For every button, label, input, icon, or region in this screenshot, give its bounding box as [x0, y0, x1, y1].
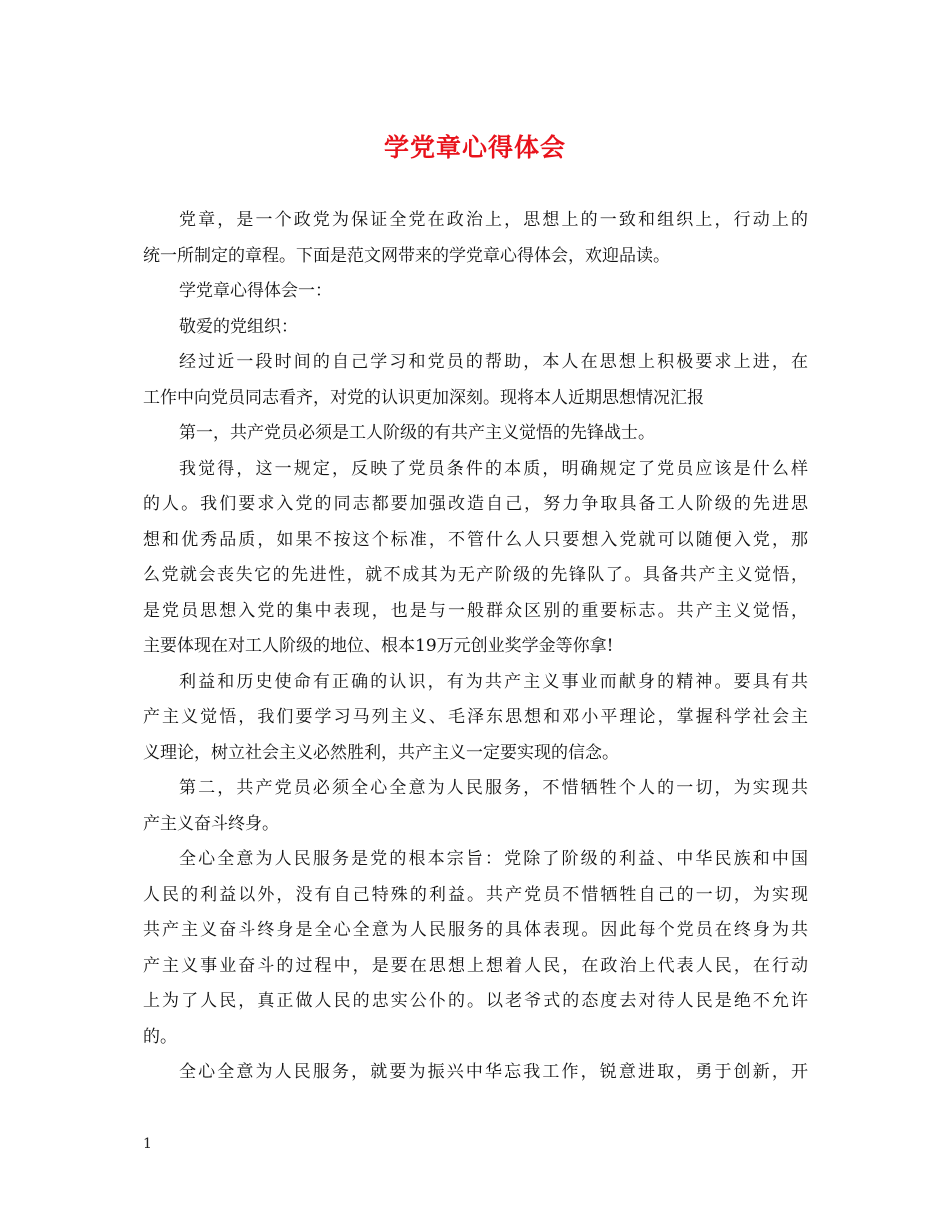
text-line: 第一，共产党员必须是工人阶级的有共产主义觉悟的先锋战士。	[179, 423, 655, 443]
text-line: 的。	[143, 1026, 177, 1047]
text-line: 主要体现在对工人阶级的地位、根本19万元创业奖学金等你拿!	[143, 636, 614, 656]
text-line: 产主义奋斗终身。	[143, 813, 279, 834]
text-line: 利益和历史使命有正确的认识，有为共产主义事业而献身的精神。要具有共	[179, 671, 808, 692]
text-line: 想和优秀品质，如果不按这个标准，不管什么人只要想入党就可以随便入党，那	[143, 529, 808, 550]
text-line: 的人。我们要求入党的同志都要加强改造自己，努力争取具备工人阶级的先进思	[143, 494, 808, 514]
text-line: 义理论，树立社会主义必然胜利，共产主义一定要实现的信念。	[143, 742, 619, 763]
text-line: 统一所制定的章程。下面是范文网带来的学党章心得体会，欢迎品读。	[143, 245, 670, 266]
text-line: 人民的利益以外，没有自己特殊的利益。共产党员不惜牺牲自己的一切，为实现	[143, 884, 808, 905]
page-number: 1	[143, 1136, 152, 1152]
text-line: 学党章心得体会一：	[179, 281, 332, 301]
text-line: 党章，是一个政党为保证全党在政治上，思想上的一致和组织上，行动上的	[179, 210, 808, 230]
text-line: 是党员思想入党的集中表现，也是与一般群众区别的重要标志。共产主义觉悟，	[143, 600, 808, 621]
text-line: 敬爱的党组织：	[179, 316, 298, 337]
text-line: 产主义事业奋斗的过程中，是要在思想上想着人民，在政治上代表人民，在行动	[143, 955, 808, 976]
text-line: 工作中向党员同志看齐，对党的认识更加深刻。现将本人近期思想情况汇报	[143, 387, 704, 408]
text-line: 共产主义奋斗终身是全心全意为人民服务的具体表现。因此每个党员在终身为共	[143, 920, 808, 940]
text-line: 么党就会丧失它的先进性，就不成其为无产阶级的先锋队了。具备共产主义觉悟，	[143, 565, 808, 585]
text-line: 全心全意为人民服务是党的根本宗旨：党除了阶级的利益、中华民族和中国	[179, 849, 808, 869]
text-line: 上为了人民，真正做人民的忠实公仆的。以老爷式的态度去对待人民是绝不允许	[143, 991, 808, 1011]
text-line: 我觉得，这一规定，反映了党员条件的本质，明确规定了党员应该是什么样	[179, 458, 808, 479]
text-line: 第二，共产党员必须全心全意为人民服务，不惜牺牲个人的一切，为实现共	[179, 778, 808, 798]
document-title: 学党章心得体会	[383, 133, 566, 162]
text-line: 经过近一段时间的自己学习和党员的帮助，本人在思想上积极要求上进，在	[179, 352, 808, 372]
document-body	[143, 203, 808, 1091]
text-line: 全心全意为人民服务，就要为振兴中华忘我工作，锐意进取，勇于创新，开	[179, 1062, 808, 1082]
text-line: 产主义觉悟，我们要学习马列主义、毛泽东思想和邓小平理论，掌握科学社会主	[143, 707, 808, 727]
